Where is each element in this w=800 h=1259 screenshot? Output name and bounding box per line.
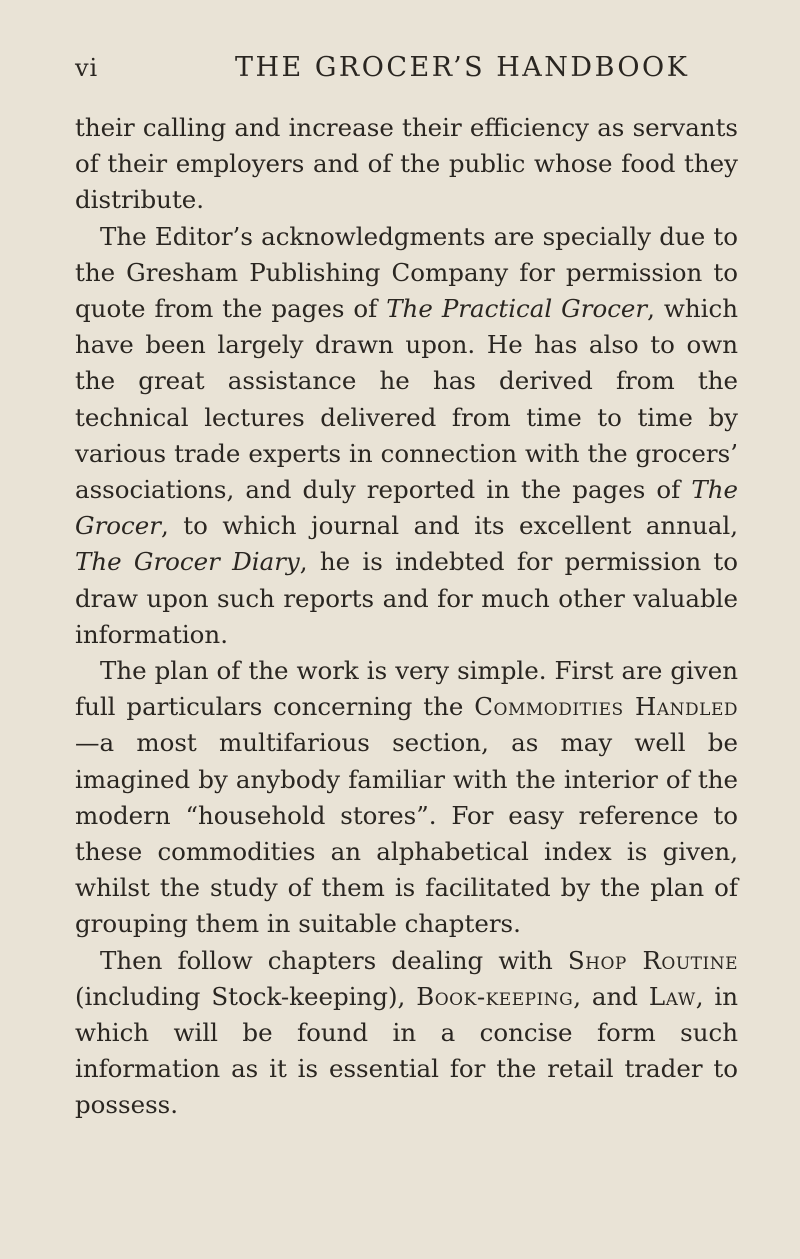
p3-segment-1: The plan of the work is very simple. First are given full particulars concerning the [75, 656, 738, 722]
paragraph-acknowledgments [75, 219, 738, 653]
p4-smallcaps-shop-routine: Shop Routine [567, 945, 738, 975]
running-title: THE GROCER’S HANDBOOK [235, 52, 690, 83]
p4-smallcaps-book-keeping: Book-keeping [416, 981, 574, 1011]
paragraph-plan [75, 653, 738, 943]
p2-segment-2: , which have been largely drawn upon. He has also to own the great assistance he has derived from the technical lectures delivered from time to time by various trade experts in connection with the grocers’ associations, and duly reported in the pages of [75, 294, 738, 505]
p3-smallcaps-commodities-handled: Commodities Handled [474, 692, 738, 722]
p3-segment-2: —a most multifarious section, as may well be imagined by anybody familiar with the interior of the modern “household stores”. For easy reference to these commodities an alphabetical index is given, whilst the study of them is facilitated by the plan of grouping them in suitable chapters. [75, 728, 738, 939]
p4-segment-2: (including Stock-keeping), [75, 981, 417, 1011]
p4-segment-3: , and [573, 981, 649, 1011]
paragraph-continuation [75, 110, 738, 219]
p2-italic-practical-grocer: The Practical Grocer [386, 294, 648, 324]
body-text [75, 110, 738, 1124]
paragraph-chapters [75, 943, 738, 1124]
page-header [75, 46, 738, 86]
p2-segment-1: The Editor’s acknowledgments are specially due to the Gresham Publishing Company for permission to quote from the pages of [75, 221, 738, 324]
p2-italic-the-grocer: The Grocer [75, 475, 738, 541]
p4-segment-1: Then follow chapters dealing with [100, 945, 568, 975]
p2-italic-grocer-diary: The Grocer Diary [75, 547, 300, 577]
page-number: vi [75, 54, 99, 82]
p2-segment-3: , to which journal and its excellent annual, [160, 511, 738, 541]
p2-segment-4: , he is indebted for permission to draw upon such reports and for much other valuable information. [75, 547, 738, 649]
p4-smallcaps-law: Law [648, 981, 696, 1011]
paragraph-1-text: their calling and increase their efficiency as servants of their employers and of the public whose food they distribute. [75, 113, 738, 215]
p4-segment-4: , in which will be found in a concise form such information as it is essential for the retail trader to possess. [75, 981, 738, 1120]
